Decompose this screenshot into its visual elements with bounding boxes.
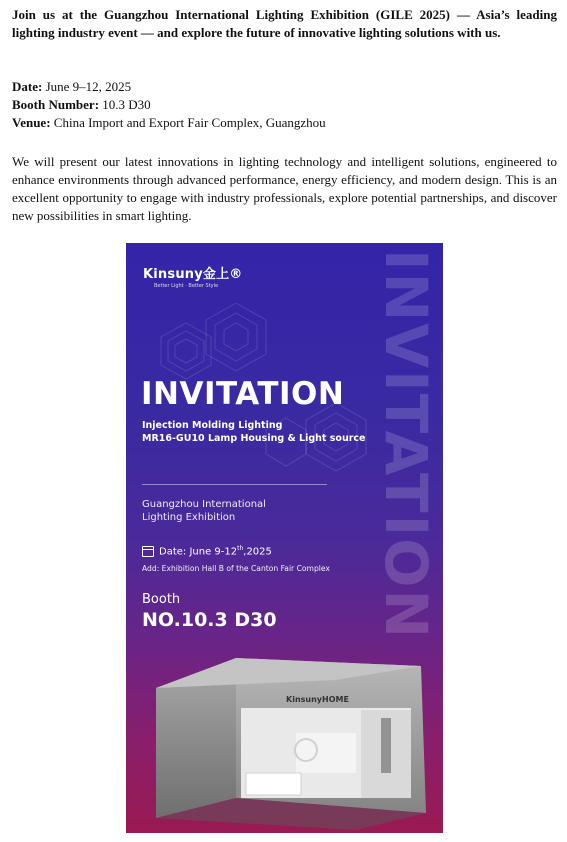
kinsuny-logo: Kinsuny金上® [143, 267, 243, 282]
venue-row [12, 114, 557, 132]
booth-counter [246, 773, 301, 795]
vertical-invitation-watermark: INVITATION [372, 249, 440, 641]
poster-date-sup: th [237, 545, 244, 552]
date-label: Date: [12, 79, 43, 94]
calendar-icon [142, 546, 154, 557]
date-value: June 9–12, 2025 [45, 79, 132, 94]
exhibition-name [142, 498, 266, 524]
exhibition-line-1: Guangzhou International [142, 499, 266, 510]
poster-booth-number: NO.10.3 D30 [142, 609, 277, 631]
poster-date-text [159, 545, 272, 557]
poster-address: Add: Exhibition Hall B of the Canton Fair Complex [142, 564, 330, 573]
venue-label: Venue: [12, 115, 51, 130]
exhibition-line-2: Lighting Exhibition [142, 512, 236, 523]
poster-booth-label: Booth [142, 592, 181, 607]
booth-sign: KinsunyHOME [286, 695, 349, 704]
booth-display-wall [361, 710, 411, 798]
poster-divider [142, 484, 327, 485]
intro-paragraph: Join us at the Guangzhou International Lighting Exhibition (GILE 2025) — Asia’s leading lighting industry event — and explore the future of innovative lighting solutions with us. [12, 7, 557, 40]
poster-subtitle [142, 419, 365, 445]
invitation-poster [126, 243, 443, 833]
booth-rendering [136, 638, 436, 833]
subtitle-line-1: Injection Molding Lighting [142, 420, 283, 431]
booth-label: Booth Number: [12, 97, 100, 112]
poster-title: INVITATION [141, 376, 345, 412]
poster-date [142, 545, 272, 557]
subtitle-line-2: MR16-GU10 Lamp Housing & Light source [142, 433, 366, 444]
poster-date-prefix: Date: June 9-12 [159, 546, 238, 558]
event-details [12, 78, 557, 132]
body-paragraph: We will present our latest innovations in lighting technology and intelligent solutions, engineered to enhance environments through advanced performance, energy efficiency, and modern design. This is an excellent opportunity to engage with industry professionals, explore potential partnerships, and discover new possibilities in smart lighting. [12, 154, 557, 223]
venue-value: China Import and Export Fair Complex, Guangzhou [53, 115, 326, 130]
booth-value: 10.3 D30 [102, 97, 151, 112]
date-row [12, 78, 557, 96]
booth-row [12, 96, 557, 114]
logo-tagline: Better Light · Better Style [154, 283, 219, 289]
poster-date-suffix: ,2025 [243, 546, 272, 558]
